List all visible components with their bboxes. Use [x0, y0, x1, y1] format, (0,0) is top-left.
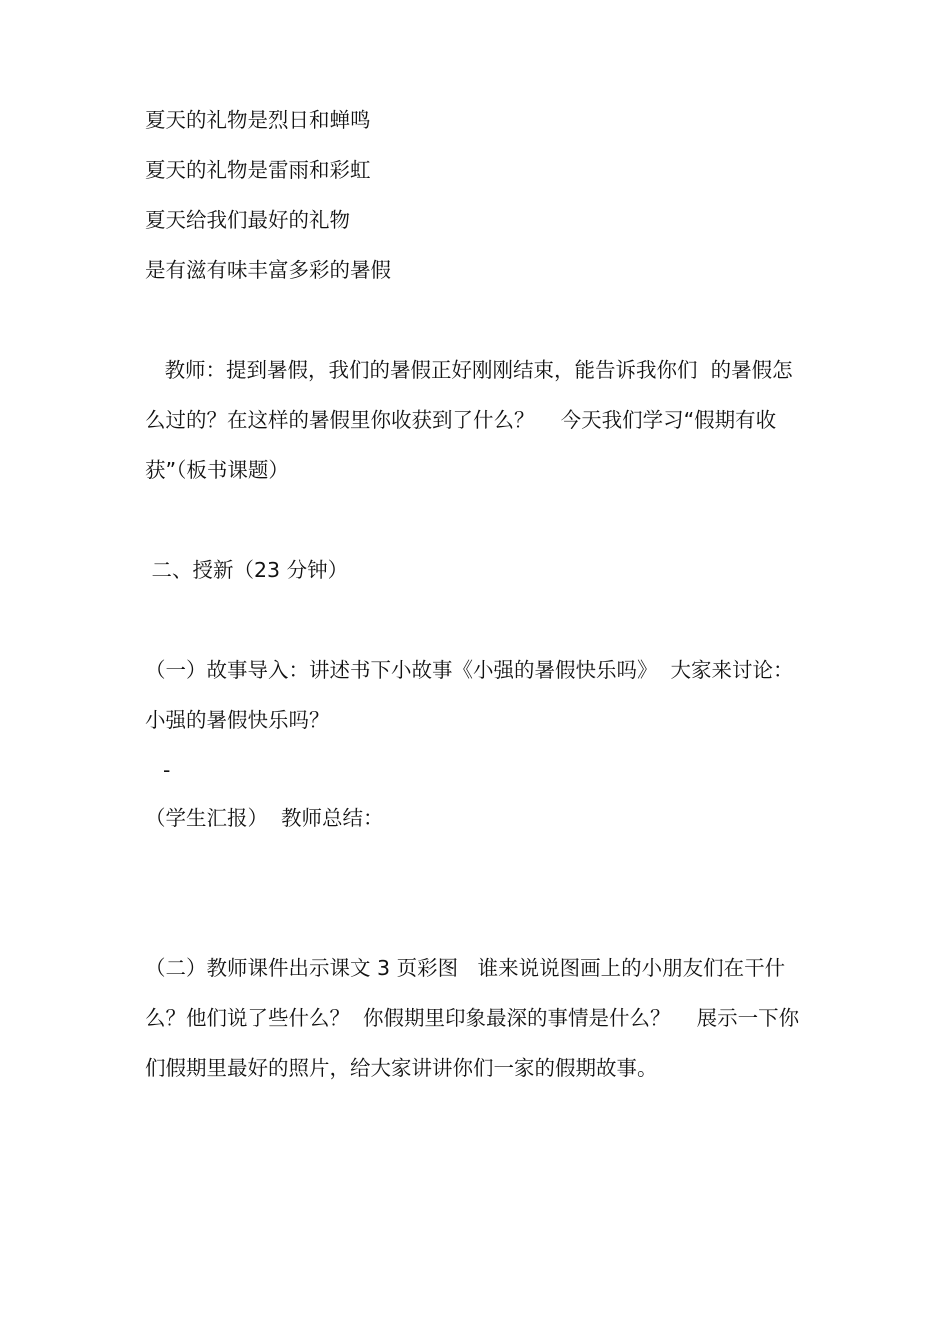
poem-line-3: 夏天给我们最好的礼物 — [145, 208, 350, 232]
teacher-intro-paragraph: 教师：提到暑假，我们的暑假正好刚刚结束，能告诉我你们 的暑假怎么过的？在这样的暑假里你收获到了什么？ 今天我们学习“假期有收获”（板书课题） — [145, 358, 793, 482]
part-one-paragraph: （一）故事导入：讲述书下小故事《小强的暑假快乐吗》 大家来讨论：小强的暑假快乐吗？ — [145, 658, 794, 732]
poem-line-2: 夏天的礼物是雷雨和彩虹 — [145, 158, 371, 182]
section-two-heading: 二、授新（23 分钟） — [145, 558, 349, 582]
student-report-line: （学生汇报） 教师总结： — [145, 806, 384, 830]
poem-line-1: 夏天的礼物是烈日和蝉鸣 — [145, 108, 371, 132]
poem-line-4: 是有滋有味丰富多彩的暑假 — [145, 258, 391, 282]
part-two-paragraph: （二）教师课件出示课文 3 页彩图 谁来说说图画上的小朋友们在干什么？他们说了些什么？ 你假期里印象最深的事情是什么？ 展示一下你们假期里最好的照片，给大家讲讲你们一家的假期故事。 — [145, 956, 800, 1080]
dash-mark: - — [163, 758, 171, 782]
